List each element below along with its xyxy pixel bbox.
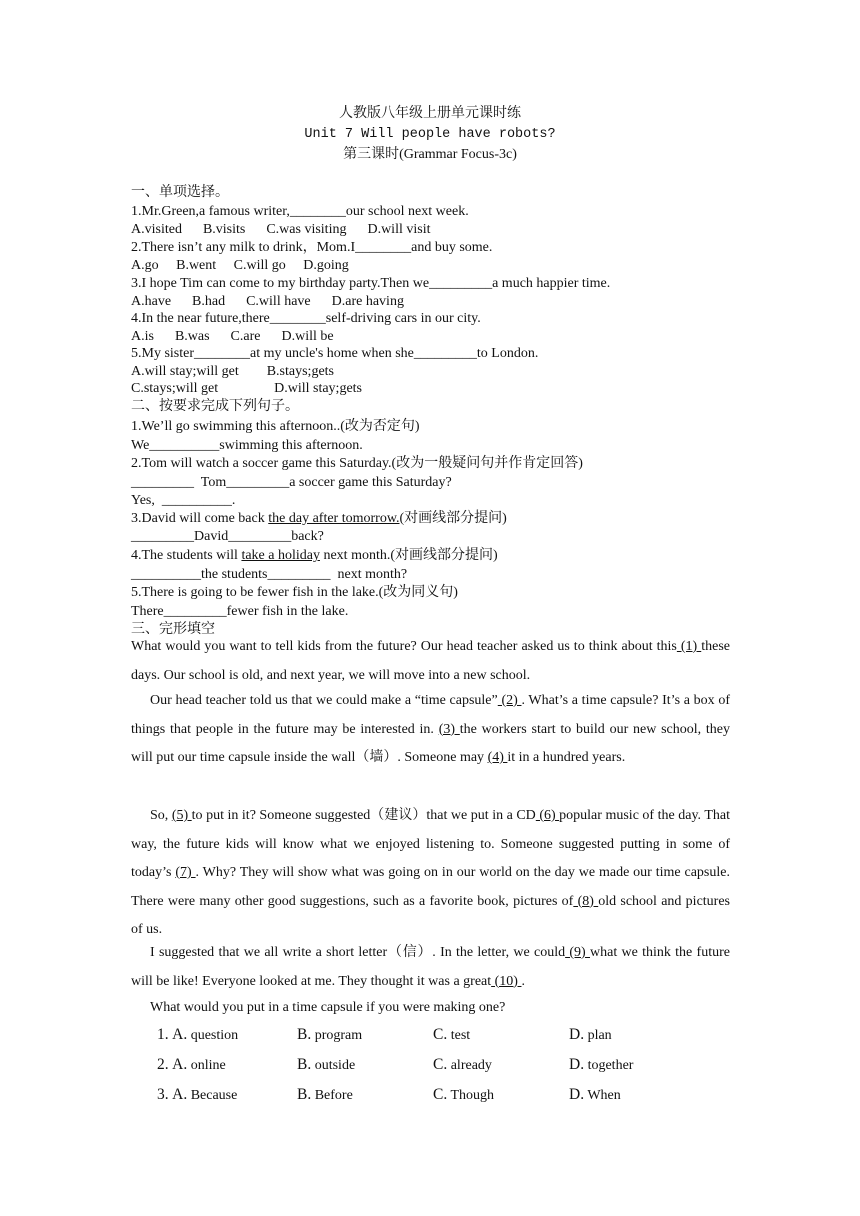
blank-7: (7)	[175, 865, 196, 880]
option-b: B. outside	[297, 1056, 356, 1073]
section-1-heading: 一、单项选择。	[131, 185, 229, 200]
rewrite-answer-5: There_________fewer fish in the lake.	[131, 604, 349, 619]
mc-question-2: 2.There isn’t any milk to drink，Mom.I________and buy some.	[131, 240, 493, 255]
option-c: C. Though	[433, 1086, 495, 1103]
rewrite-question-5: 5.There is going to be fewer fish in the lake.(改为同义句)	[131, 585, 458, 600]
blank-2: (2)	[497, 693, 522, 708]
mc-question-4: 4.In the near future,there________self-driving cars in our city.	[131, 311, 481, 326]
blank-5: (5)	[171, 808, 192, 823]
option-b: B. Before	[297, 1086, 353, 1103]
cloze-paragraph-3: So, (5) to put in it? Someone suggested（建议）that we put in a CD (6) popular music of the day. That way, the future kids will know what we enjoyed listening to. Someone suggested putting in some of today’s (7) . Why? They will show what was going on in our world on the day we made our time capsule. There were many other good suggestions, such as a favorite book, pictures of (8) old school and pictures of us.	[131, 808, 730, 937]
section-2-heading: 二、按要求完成下列句子。	[131, 399, 299, 414]
option-b: B. program	[297, 1026, 363, 1043]
option-d: D. together	[569, 1056, 634, 1073]
underlined-phrase: the day after tomorrow.	[268, 511, 400, 526]
blank-6: (6)	[535, 808, 560, 823]
mc-options-3: A.have B.had C.will have D.are having	[131, 294, 404, 309]
rewrite-answer-1: We__________swimming this afternoon.	[131, 438, 363, 453]
rewrite-answer-2b: Yes, __________.	[131, 493, 236, 508]
mc-options-4: A.is B.was C.are D.will be	[131, 329, 334, 344]
option-d: D. When	[569, 1086, 621, 1103]
option-a: 2. A. online	[157, 1056, 226, 1073]
cloze-paragraph-4: I suggested that we all write a short letter（信）. In the letter, we could (9) what we think the future will be like! Everyone looked at me. They thought it was a great (10) .	[131, 945, 730, 989]
cloze-options-row	[0, 1082, 860, 1108]
option-d: D. plan	[569, 1026, 612, 1043]
blank-1: (1)	[676, 639, 702, 654]
rewrite-question-2: 2.Tom will watch a soccer game this Saturday.(改为一般疑问句并作肯定回答)	[131, 456, 583, 471]
mc-question-3: 3.I hope Tim can come to my birthday party.Then we_________a much happier time.	[131, 276, 611, 291]
cloze-options-row	[0, 1022, 860, 1048]
mc-options-5a: A.will stay;will get B.stays;gets	[131, 364, 334, 379]
rewrite-answer-2a: _________ Tom_________a soccer game this Saturday?	[131, 475, 452, 490]
option-a: 1. A. question	[157, 1026, 239, 1043]
mc-question-1: 1.Mr.Green,a famous writer,________our school next week.	[131, 204, 469, 219]
rewrite-question-1: 1.We’ll go swimming this afternoon..(改为否定句)	[131, 419, 420, 434]
mc-options-2: A.go B.went C.will go D.going	[131, 258, 349, 273]
mc-options-5b: C.stays;will get D.will stay;gets	[131, 381, 362, 396]
option-c: C. test	[433, 1026, 471, 1043]
mc-options-1: A.visited B.visits C.was visiting D.will visit	[131, 222, 431, 237]
unit-title: Unit 7 Will people have robots?	[304, 127, 556, 142]
cloze-paragraph-1: What would you want to tell kids from the future? Our head teacher asked us to think about this (1) these days. Our school is old, and next year, we will move into a new school.	[131, 639, 730, 683]
document-title: 人教版八年级上册单元课时练	[339, 106, 521, 121]
blank-4: (4)	[487, 750, 508, 765]
blank-10: (10)	[491, 973, 522, 989]
cloze-closing-question: What would you put in a time capsule if you were making one?	[150, 1000, 506, 1015]
underlined-phrase: take a holiday	[241, 548, 320, 563]
blank-3: (3)	[438, 721, 460, 737]
cloze-paragraph-2: Our head teacher told us that we could make a “time capsule” (2) . What’s a time capsule? It’s a box of things that people in the future may be interested in. (3) the workers start to build our new school, they will put our time capsule inside the wall（墙）. Someone may (4) it in a hundred years.	[131, 693, 730, 765]
rewrite-question-3: 3.David will come back the day after tomorrow.(对画线部分提问)	[131, 511, 507, 526]
mc-question-5: 5.My sister________at my uncle's home when she_________to London.	[131, 346, 539, 361]
cloze-options-row	[0, 1052, 860, 1078]
blank-9: (9)	[565, 945, 590, 960]
section-3-heading: 三、完形填空	[131, 622, 215, 637]
rewrite-answer-4: __________the students_________ next month?	[131, 567, 408, 582]
lesson-title: 第三课时(Grammar Focus-3c)	[343, 147, 517, 162]
rewrite-question-4: 4.The students will take a holiday next month.(对画线部分提问)	[131, 548, 498, 563]
rewrite-answer-3: _________David_________back?	[131, 529, 324, 544]
blank-8: (8)	[573, 893, 599, 909]
option-a: 3. A. Because	[157, 1086, 238, 1103]
option-c: C. already	[433, 1056, 492, 1073]
